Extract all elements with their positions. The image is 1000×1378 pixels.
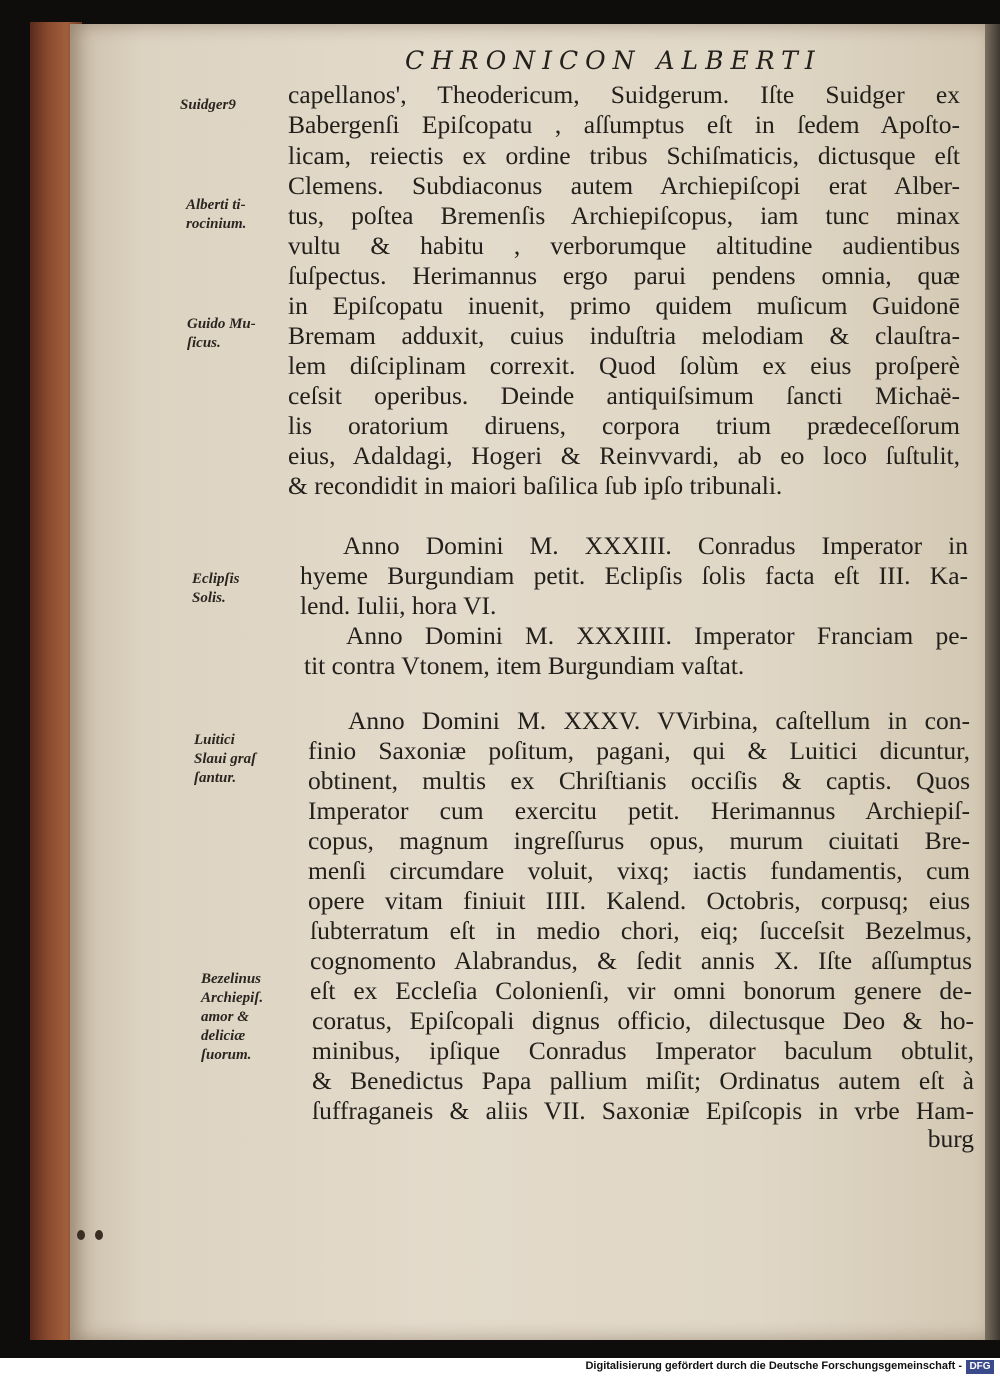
text-line: lis oratorium diruens, corpora trium prædeceſſorum [288,411,960,440]
stain-mark [77,1230,85,1240]
text-line: ſubterratum eſt in medio chori, eiq; ſucceſsit Bezelmus, [310,916,972,945]
text-line: obtinent, multis ex Chriſtianis occiſis & captis. Quos [308,766,970,795]
margin-note: Alberti ti- rocinium. [186,197,247,232]
text-line: minibus, ipſique Conradus Imperator baculum obtulit, [312,1036,974,1065]
text-line: Anno Domini M. XXXV. VVirbina, caſtellum in con- [348,706,970,735]
text-line: ceſsit operibus. Deinde antiquiſsimum ſancti Michaë- [288,381,960,410]
stain-mark [95,1230,103,1240]
text-line: hyeme Burgundiam petit. Eclipſis ſolis facta eſt III. Ka- [300,561,968,590]
text-line: menſi circumdare voluit, vixq; iactis fundamentis, cum [308,856,970,885]
text-line: & recondidit in maiori baſilica ſub ipſo tribunali. [288,471,783,500]
text-line: lem diſciplinam correxit. Quod ſolùm ex eius proſperè [288,351,960,380]
text-line: Bremam adduxit, cuius induſtria melodiam & clauſtra- [288,321,960,350]
text-line: finio Saxoniæ poſitum, pagani, qui & Luitici dicuntur, [308,736,970,765]
text-line: capellanos', Theodericum, Suidgerum. Iſte Suidger ex [288,80,960,109]
text-line: Babergenſi Epiſcopatu , aſſumptus eſt in ſedem Apoſto- [288,110,960,139]
text-line: cognomento Alabrandus, & ſedit annis X. Iſte aſſumptus [310,946,972,975]
margin-note: Suidger9 [180,97,236,113]
text-line: & Benedictus Papa pallium miſit; Ordinatus autem eſt à [312,1066,974,1095]
text-line: eius, Adaldagi, Hogeri & Reinvvardi, ab eo loco ſuſtulit, [288,441,960,470]
dfg-logo: DFG [966,1360,994,1374]
page-gutter [985,24,1000,1340]
text-line: tus, poſtea Bremenſis Archiepiſcopus, iam tunc minax [288,201,960,230]
text-line: tit contra Vtonem, item Burgundiam vaſtat. [304,651,745,680]
text-line: in Epiſcopatu inuenit, primo quidem muſicum Guidonē [288,291,960,320]
text-line: ſuſpectus. Herimannus ergo parui pendens omnia, quæ [288,261,960,290]
text-line: opere vitam finiuit IIII. Kalend. Octobris, corpusq; eius [308,886,970,915]
text-line: eſt ex Eccleſia Colonienſi, vir omni bonorum genere de- [310,976,972,1005]
text-line: Anno Domini M. XXXIII. Conradus Imperator in [343,531,968,560]
margin-note: Bezelinus Archiepiſ. amor & deliciæ ſuorum. [201,971,264,1063]
text-line: Clemens. Subdiaconus autem Archiepiſcopi erat Alber- [288,171,960,200]
text-line: lend. Iulii, hora VI. [300,591,497,620]
catchword: burg [927,1124,974,1153]
footer-bar [0,1358,1000,1378]
margin-note: Eclipſis Solis. [192,571,240,606]
text-line: copus, magnum ingreſſurus opus, murum ciuitati Bre- [308,826,970,855]
margin-note: Luitici Slaui graſ ſantur. [194,732,257,786]
text-line: vultu & habitu , verborumque altitudine audientibus [288,231,960,260]
running-head: CHRONICON ALBERTI [405,46,822,75]
text-line: Anno Domini M. XXXIIII. Imperator Franciam pe- [346,621,968,650]
margin-note: Guido Mu- ſicus. [187,316,256,351]
text-line: Imperator cum exercitu petit. Herimannus Archiepiſ- [308,796,970,825]
text-line: licam, reiectis ex ordine tribus Schiſmaticis, dictusque eſt [288,141,960,170]
funding-credit: Digitalisierung gefördert durch die Deutsche Forschungsgemeinschaft - [585,1360,962,1372]
text-line: coratus, Epiſcopali dignus officio, dilectusque Deo & ho- [312,1006,974,1035]
text-line: ſuffraganeis & aliis VII. Saxoniæ Epiſcopis in vrbe Ham- [312,1096,974,1125]
